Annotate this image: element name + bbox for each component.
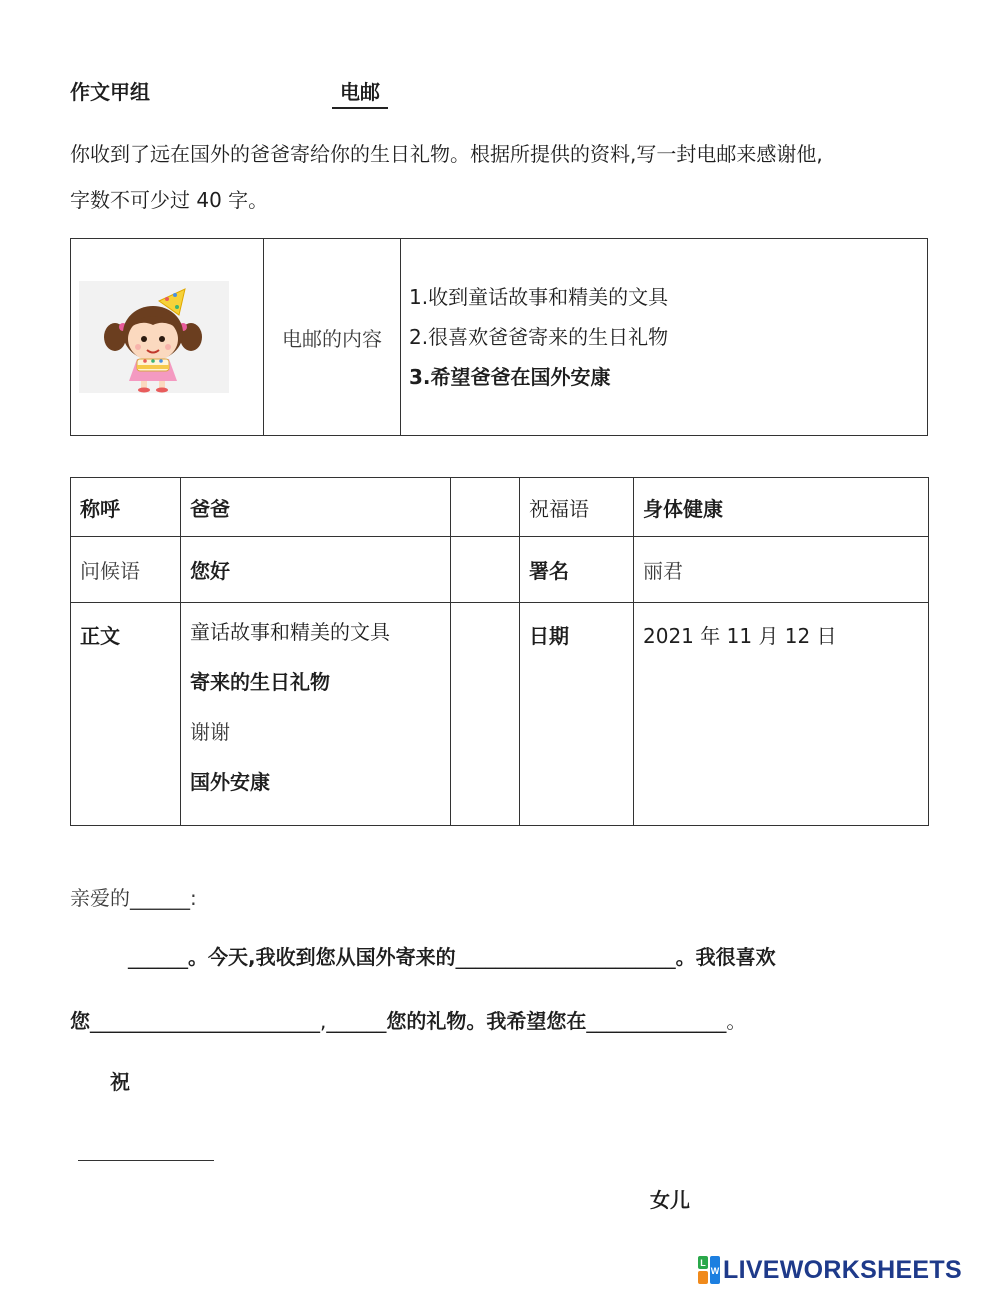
salutation-value: 爸爸 bbox=[181, 478, 451, 537]
letter-wish: 祝 bbox=[110, 1070, 130, 1094]
group-label: 作文甲组 bbox=[70, 80, 150, 104]
content-point-2: 2.很喜欢爸爸寄来的生日礼物 bbox=[409, 325, 669, 349]
blessing-blank-line[interactable] bbox=[78, 1160, 214, 1161]
blessing-value: 身体健康 bbox=[634, 478, 929, 537]
empty-cell bbox=[451, 603, 520, 826]
content-point-3: 3.希望爸爸在国外安康 bbox=[409, 365, 611, 389]
girl-picture bbox=[79, 281, 229, 393]
signature-value: 丽君 bbox=[634, 537, 929, 603]
email-content-points bbox=[401, 239, 928, 436]
line1-blank-1[interactable]: ______ bbox=[128, 945, 188, 969]
line2-blank-3[interactable]: ______________ bbox=[586, 1009, 727, 1033]
liveworksheets-logo bbox=[698, 1254, 962, 1286]
greeting-prefix: 亲爱的 bbox=[70, 886, 130, 910]
body-point-2: 寄来的生日礼物 bbox=[190, 670, 330, 694]
body-points bbox=[181, 603, 451, 826]
date-value: 2021 年 11 月 12 日 bbox=[634, 603, 929, 826]
body-point-1: 童话故事和精美的文具 bbox=[190, 620, 390, 644]
picture-cell bbox=[71, 239, 264, 436]
email-title: 电邮 bbox=[332, 76, 388, 109]
signature-label: 署名 bbox=[520, 537, 634, 603]
logo-letter-l: L bbox=[700, 1258, 706, 1268]
body-point-4: 国外安康 bbox=[190, 770, 270, 794]
content-table bbox=[70, 238, 928, 436]
liveworksheets-icon bbox=[698, 1256, 720, 1284]
line2-blank-2[interactable]: ______ bbox=[326, 1009, 387, 1033]
letter-signature: 女儿 bbox=[650, 1188, 690, 1212]
blessing-label: 祝福语 bbox=[520, 478, 634, 537]
line2-comma: , bbox=[320, 1009, 327, 1033]
email-content-label: 电邮的内容 bbox=[264, 239, 401, 436]
salutation-label: 称呼 bbox=[71, 478, 181, 537]
logo-letter-w: W bbox=[710, 1266, 720, 1276]
body-label: 正文 bbox=[71, 603, 181, 826]
date-label: 日期 bbox=[520, 603, 634, 826]
letter-greeting bbox=[70, 882, 197, 911]
empty-cell bbox=[451, 478, 520, 537]
info-table bbox=[70, 477, 929, 826]
line2-blank-1[interactable]: _______________________ bbox=[90, 1009, 320, 1033]
line1-text: 。今天,我收到您从国外寄来的 bbox=[188, 945, 456, 969]
greeting-suffix: : bbox=[190, 886, 197, 910]
letter-line-2 bbox=[70, 1005, 746, 1034]
instruction-line-1: 你收到了远在国外的爸爸寄给你的生日礼物。根据所提供的资料,写一封电邮来感谢他, bbox=[70, 142, 823, 166]
line2-start: 您 bbox=[70, 1009, 90, 1033]
greeting-label: 问候语 bbox=[71, 537, 181, 603]
girl-with-cake-icon bbox=[79, 281, 229, 393]
liveworksheets-brand: LIVEWORKSHEETS bbox=[723, 1255, 962, 1284]
line1-blank-2[interactable]: ______________________ bbox=[455, 945, 676, 969]
line1-end: 。我很喜欢 bbox=[675, 945, 776, 969]
content-point-1: 1.收到童话故事和精美的文具 bbox=[409, 285, 669, 309]
line2-end: 。 bbox=[726, 1009, 747, 1033]
empty-cell bbox=[451, 537, 520, 603]
greeting-blank[interactable]: ______ bbox=[130, 886, 190, 910]
letter-line-1 bbox=[128, 941, 776, 970]
greeting-value: 您好 bbox=[181, 537, 451, 603]
body-point-3: 谢谢 bbox=[190, 720, 230, 744]
instruction-line-2: 字数不可少过 40 字。 bbox=[70, 188, 269, 212]
line2-text: 您的礼物。我希望您在 bbox=[386, 1009, 587, 1033]
